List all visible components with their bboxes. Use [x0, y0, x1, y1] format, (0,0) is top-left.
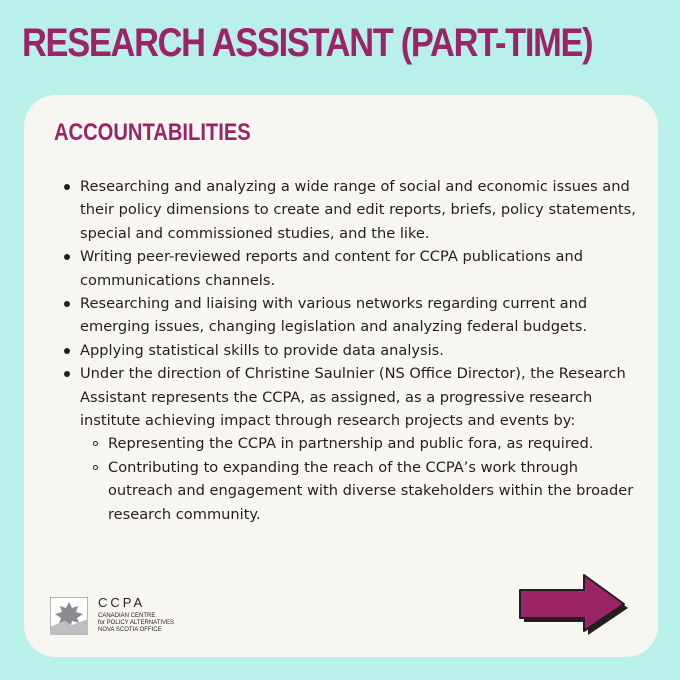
right-arrow-icon[interactable]: [518, 573, 634, 639]
list-item-text: Writing peer-reviewed reports and content for CCPA publications and communications channels.: [80, 248, 583, 289]
ccpa-leaf-logo-icon: [50, 597, 88, 635]
list-item: [80, 245, 636, 292]
logo-line-2: for POLICY ALTERNATIVES: [98, 620, 175, 626]
sub-list-item: [108, 432, 636, 455]
accountabilities-list: [80, 175, 636, 526]
sub-list-item: [108, 456, 636, 526]
logo-name: CCPA: [98, 595, 146, 610]
ccpa-logo: [50, 593, 250, 639]
list-item-text: Applying statistical skills to provide data analysis.: [80, 341, 444, 359]
section-heading: ACCOUNTABILITIES: [54, 119, 251, 146]
list-item-text: Under the direction of Christine Saulnier (NS Office Director), the Research Assistant represents the CCPA, as assigned, as a progressive research institute achieving impact through research projects and events by:: [80, 365, 626, 430]
accountabilities-card: [24, 95, 658, 657]
page-title: RESEARCH ASSISTANT (PART-TIME): [22, 21, 593, 65]
list-item: [80, 339, 636, 362]
sub-list-item-text: Representing the CCPA in partnership and public fora, as required.: [108, 435, 594, 453]
list-item-text: Researching and analyzing a wide range of social and economic issues and their policy dimensions to create and edit reports, briefs, policy statements, special and commissioned studies, and the like.: [80, 178, 636, 242]
list-item: [80, 292, 636, 339]
list-item-text: Researching and liaising with various networks regarding current and emerging issues, changing legislation and analyzing federal budgets.: [80, 295, 588, 336]
logo-line-3: NOVA SCOTIA OFFICE: [98, 627, 162, 633]
logo-line-1: CANADIAN CENTRE: [98, 613, 156, 619]
list-item: [80, 362, 636, 526]
sub-list-item-text: Contributing to expanding the reach of the CCPA’s work through outreach and engagement with diverse stakeholders within the broader research community.: [108, 458, 634, 523]
list-item: [80, 175, 636, 245]
sub-list: [80, 432, 636, 526]
